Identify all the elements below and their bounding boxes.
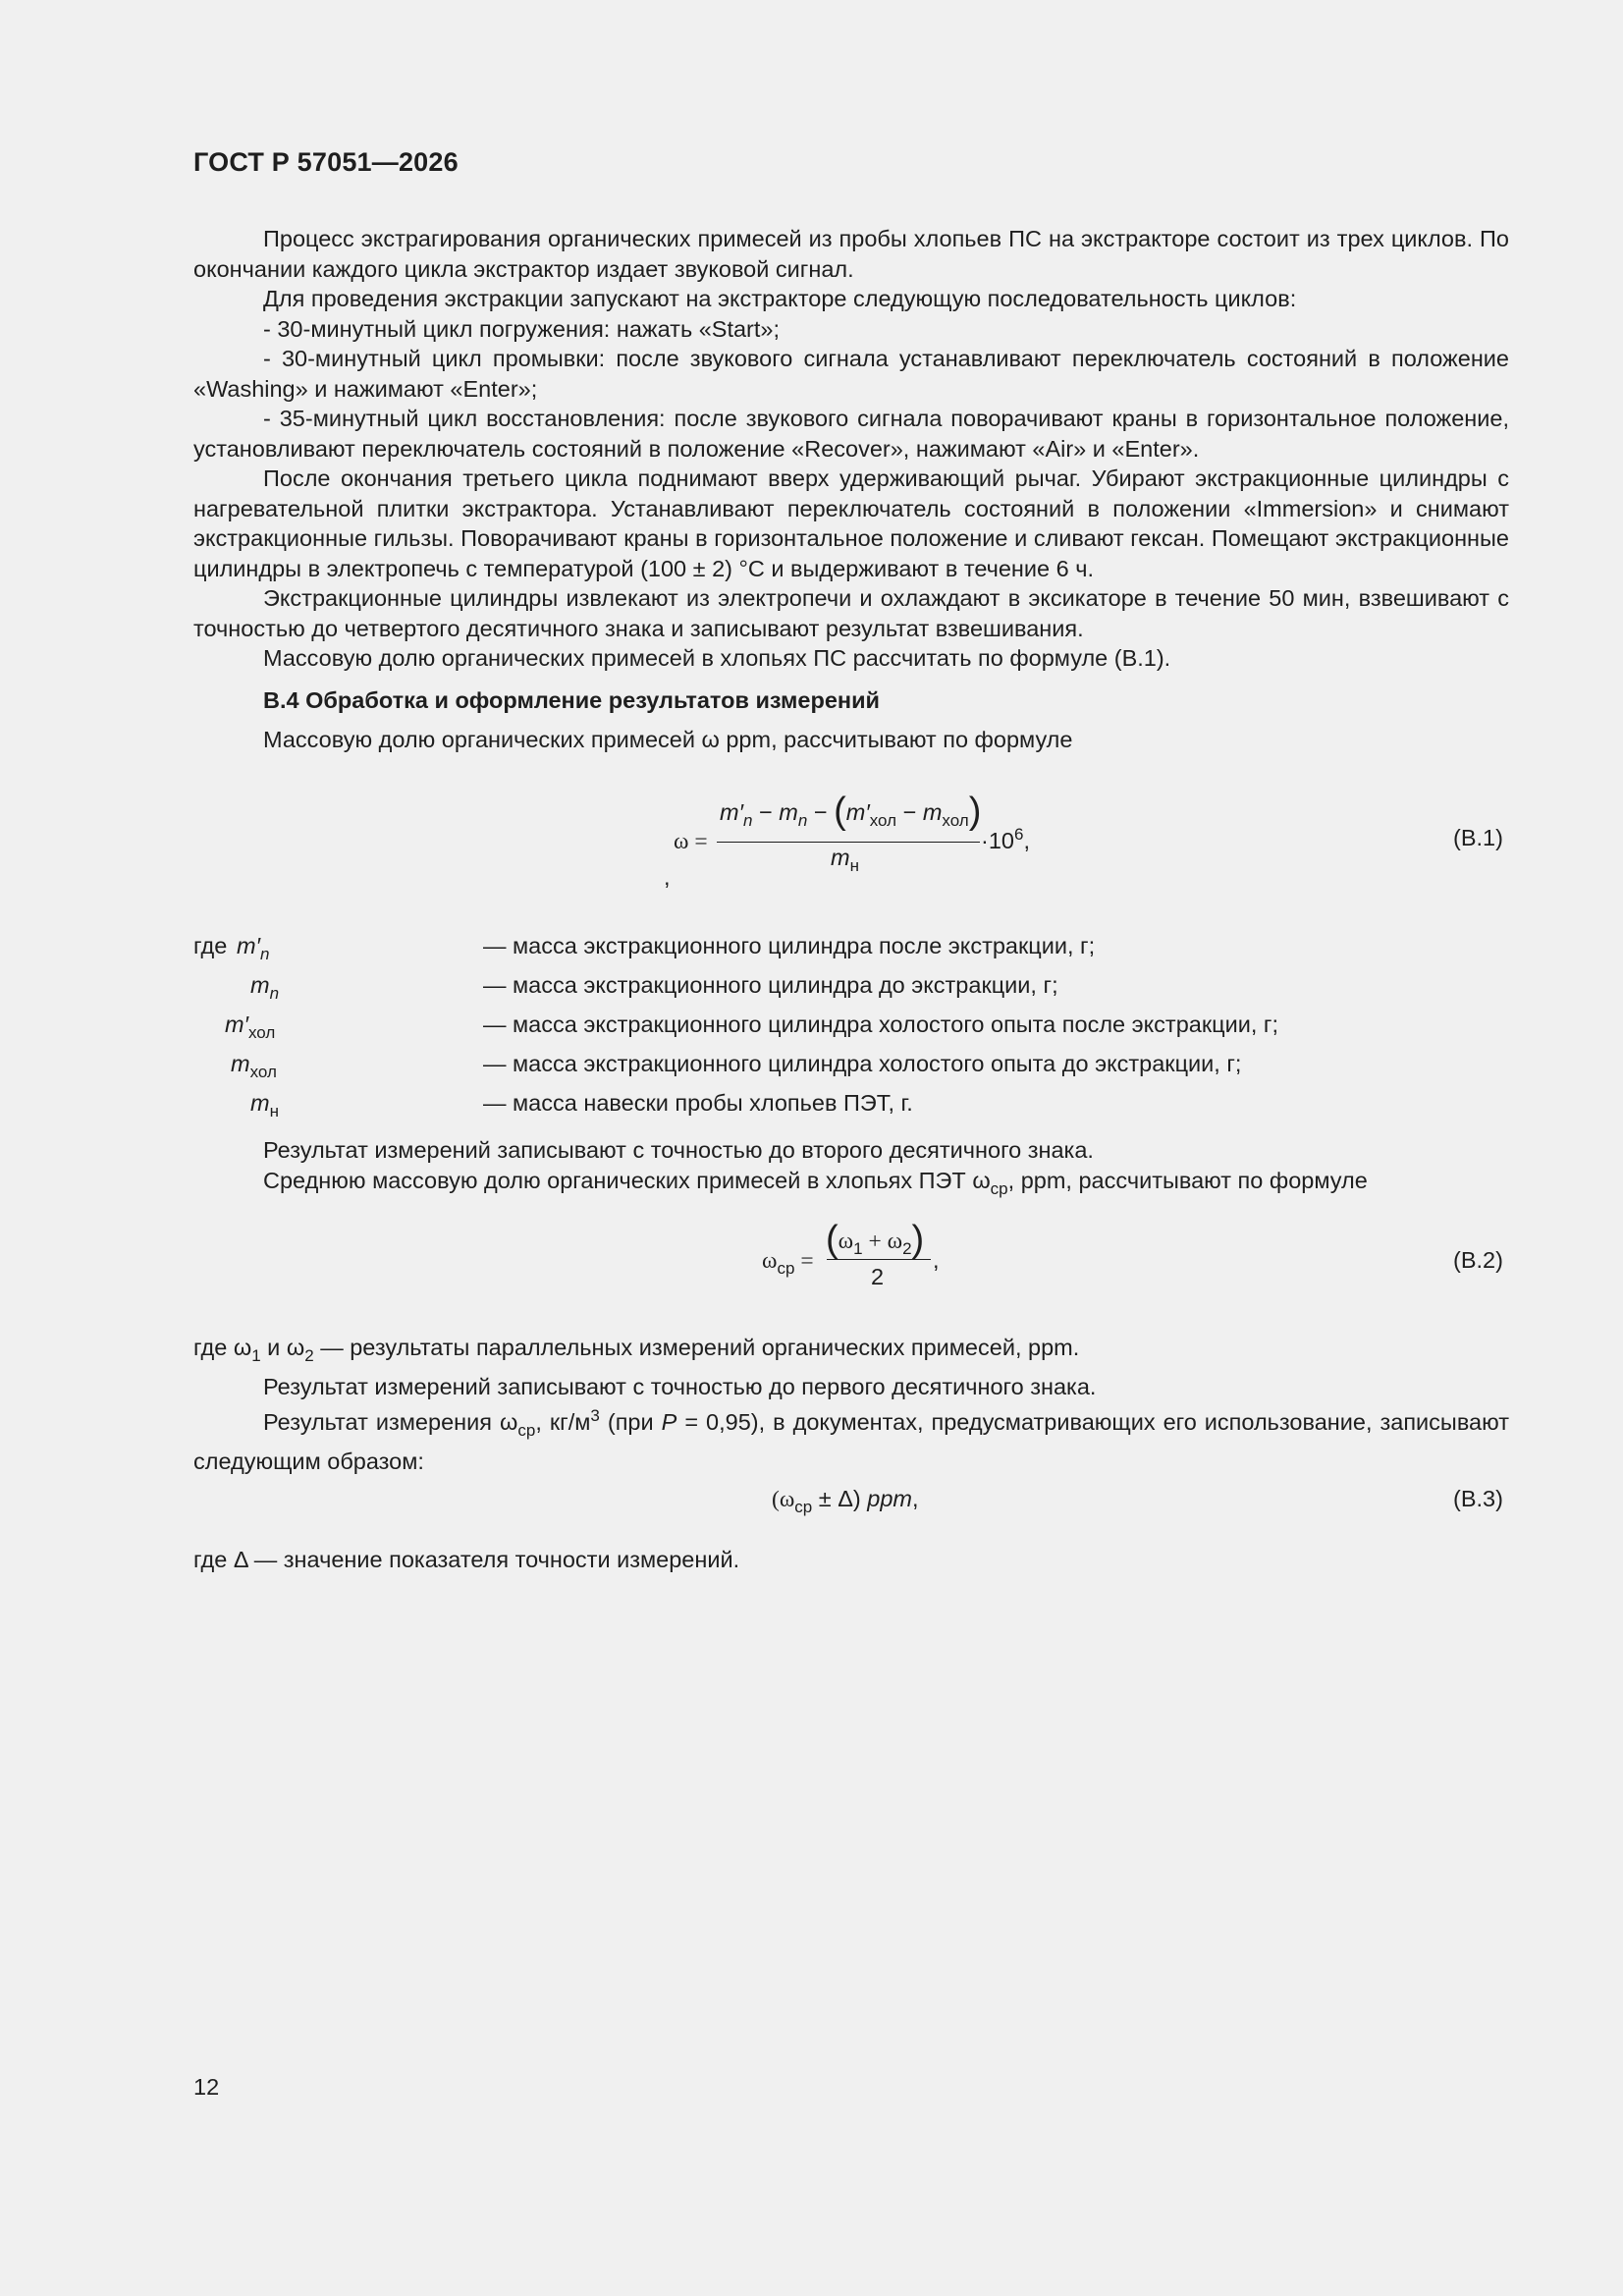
paragraph-weighing: Экстракционные цилиндры извлекают из электропечи и охлаждают в эксикаторе в течение 50 мин, взвешивают с точностью до четвертого десятичного знака и записывают результат взвешивания. (193, 585, 1509, 641)
after-formula-b1-text (193, 1135, 1509, 1204)
paragraph-formula-intro: Массовую долю органических примесей ω ppm, рассчитывают по формуле (263, 727, 1073, 752)
after-formula-b2-text (193, 1333, 1509, 1476)
legend-row (193, 972, 1273, 1011)
paragraph-after-third-cycle: После окончания третьего цикла поднимают вверх удерживающий рычаг. Убирают экстракционные цилиндры с нагревательной плитки экстрактора. Устанавливают переключатель состояний в положении «Immersion» и снимают экстракционные гильзы. Поворачивают краны в горизонтальное положение и сливают гексан. Помещают экстракционные цилиндры в электропечь с температурой (100 ± 2) °С и выдерживают в течение 6 ч. (193, 465, 1509, 581)
formula-b1-numerator: $m'_n - m_n - (m'_{хол} - m_{хол})$ (720, 791, 982, 832)
legend-symbol: $m_{хол}$ (231, 1051, 277, 1081)
procedure-text (193, 224, 1509, 755)
paragraph-omega-legend: где $\omega_1$ и $\omega_2$ — результаты параллельных измерений органических примесей, ppm. (193, 1335, 1080, 1365)
legend-symbol: $m'_{хол}$ (225, 1011, 276, 1042)
legend-row (193, 1011, 1278, 1051)
legend-symbol: $m'_n$ (237, 933, 270, 963)
paragraph-precision-second: Результат измерений записывают с точностью до второго десятичного знака. (263, 1137, 1094, 1163)
formula-b1-stray-comma: , (664, 864, 671, 890)
formula-b2-comma: , (933, 1247, 940, 1273)
formula-b1-denominator: $m_н$ (831, 845, 859, 875)
formula-b1-fraction-bar (717, 842, 980, 843)
list-item-immersion: - 30-минутный цикл погружения: нажать «Start»; (263, 315, 781, 342)
legend-row (193, 1090, 1273, 1129)
legend-row (193, 1051, 1273, 1090)
legend-where: где (193, 933, 228, 958)
legend-symbol: $m_н$ (250, 1090, 279, 1121)
paragraph-result-record: Результат измерения $\omega_{ср}$, $кг/м^3$ (при Р = 0,95), в документах, предусматривающих его использование, записывают следующим образом: (193, 1406, 1509, 1474)
legend-row (193, 933, 1273, 972)
formula-b3-number: (В.3) (1453, 1486, 1503, 1511)
legend-text: — масса экстракционного цилиндра холостого опыта после экстракции, г; (483, 1011, 1278, 1037)
formula-b1-legend (193, 933, 1278, 1129)
formula-b2-lhs: $\omega_{ср}$ = (762, 1248, 814, 1278)
paragraph-average-intro: Среднюю массовую долю органических примесей в хлопьях ПЭТ $\omega_{ср}$, ppm, рассчитывают по формуле (263, 1167, 1368, 1198)
paragraph-formula-ref: Массовую долю органических примесей в хлопьях ПС рассчитать по формуле (В.1). (263, 645, 1171, 671)
legend-symbol: $m_n$ (250, 972, 280, 1003)
legend-text: — масса экстракционного цилиндра холостого опыта до экстракции, г; (483, 1051, 1242, 1076)
paragraph-extraction-cycles: Процесс экстрагирования органических примесей из пробы хлопьев ПС на экстракторе состоит из трех циклов. По окончании каждого цикла экстрактор издает звуковой сигнал. (193, 226, 1509, 282)
formula-b2-numerator: $(\omega_1 + \omega_2)$ (826, 1219, 925, 1260)
legend-text: — масса навески пробы хлопьев ПЭТ, г. (483, 1090, 913, 1116)
formula-b2-number: (В.2) (1453, 1247, 1503, 1273)
formula-b2-denominator: 2 (871, 1264, 885, 1289)
legend-text: — масса экстракционного цилиндра после экстракции, г; (483, 933, 1096, 958)
legend-text: — масса экстракционного цилиндра до экстракции, г; (483, 972, 1058, 998)
paragraph-cycle-sequence: Для проведения экстракции запускают на экстракторе следующую последовательность циклов: (263, 286, 1297, 311)
paragraph-precision-first: Результат измерений записывают с точностью до первого десятичного знака. (263, 1373, 1097, 1399)
section-heading: В.4 Обработка и оформление результатов измерений (263, 686, 880, 713)
list-item-washing: - 30-минутный цикл промывки: после звукового сигнала устанавливают переключатель состояний в положение «Washing» и нажимают «Enter»; (193, 346, 1509, 402)
formula-b2-fraction-bar (827, 1259, 931, 1260)
list-item-recover: - 35-минутный цикл восстановления: после звукового сигнала поворачивают краны в горизонтальное положение, установливают переключатель состояний в положение «Recover», нажимают «Air» и «Enter». (193, 406, 1509, 462)
formula-b1-lhs: ω = (674, 829, 708, 854)
document-header: ГОСТ Р 57051—2026 (193, 147, 459, 177)
formula-b3-expression: $(\omega_{ср} \pm \Delta)$ ppm, (772, 1486, 919, 1516)
formula-b1-number: (В.1) (1453, 825, 1503, 850)
page-number: 12 (193, 2074, 220, 2100)
formula-b1-multiplier: $\cdot 10^6$, (981, 825, 1030, 853)
delta-legend: где Δ — значение показателя точности измерений. (193, 1547, 740, 1572)
